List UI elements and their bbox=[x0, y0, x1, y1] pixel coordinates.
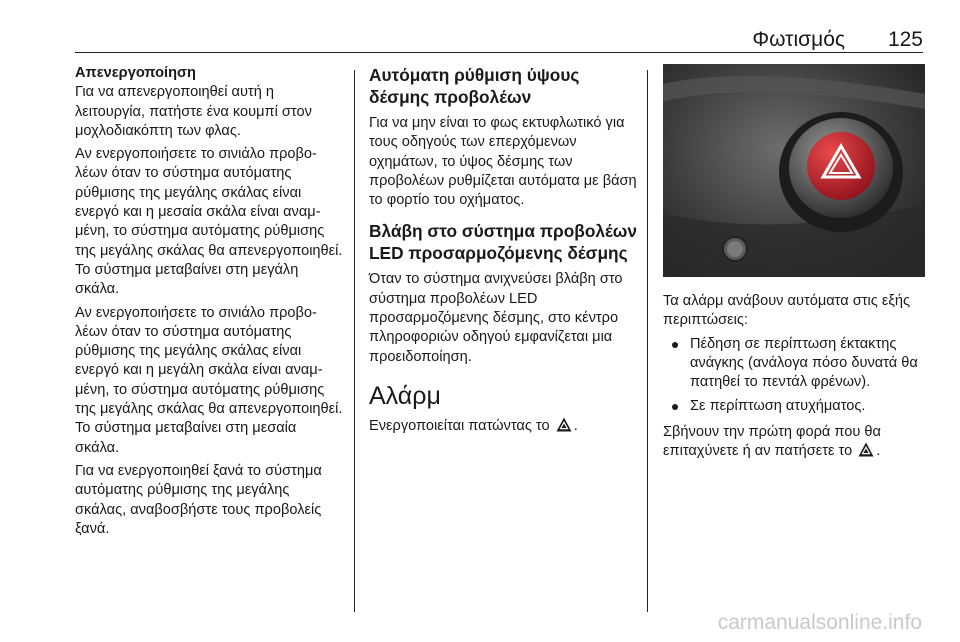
deactivation-heading: Απενεργοποίηση bbox=[75, 65, 196, 81]
paragraph: Αν ενεργοποιήσετε το σινιάλο προβολέων όταν το σύστημα αυτόματης ρύθμισης της μεγάλης σκάλας είναι ενεργό και η μεγάλη σκάλα είναι αναμμένη, το σύστημα αυτόματης ρύθμισης της μεγάλης σκάλας θα απενεργοποιηθεί. Το σύστημα μεταβαίνει στη μεσαία σκάλα. bbox=[75, 304, 343, 456]
paragraph: Για να ενεργοποιηθεί ξανά το σύστημα αυτόματης ρύθμισης της μεγάλης σκάλας, αναβοσβήστε τους προβολείς ξανά. bbox=[75, 462, 322, 537]
period: . bbox=[876, 443, 881, 460]
trigger-list bbox=[663, 335, 925, 417]
column-3 bbox=[663, 64, 925, 465]
hazard-deactivation-text: Σβήνουν την πρώτη φορά που θα επιταχύνετε ή αν πατήσετε το bbox=[663, 423, 881, 460]
paragraph: Για να μην είναι το φως εκτυφλωτικό για τους οδηγούς των επερχόμενων οχημάτων, το ύψος δέσμης των προβολέων ρυθμίζεται αυτόματα με βάση το φορτίο του οχήματος. bbox=[369, 115, 637, 209]
hazard-activation-text: Ενεργοποιείται πατώντας το bbox=[369, 417, 550, 434]
section-name: Φωτισμός bbox=[752, 28, 845, 51]
hazard-triangle-icon bbox=[858, 442, 874, 457]
watermark: carmanualsonline.info bbox=[717, 611, 922, 634]
paragraph bbox=[663, 423, 925, 462]
paragraph: Αν ενεργοποιήσετε το σινιάλο προβολέων όταν το σύστημα αυτόματης ρύθμισης της μεγάλης σκάλας είναι ενεργό και η μεσαία σκάλα είναι αναμμένη, το σύστημα αυτόματης ρύθμισης της μεγάλης σκάλας θα απενεργοποιηθεί. Το σύστημα μεταβαίνει στη μεγάλη σκάλα. bbox=[75, 146, 343, 298]
column-divider bbox=[354, 70, 355, 612]
auto-leveling-heading: Αυτόματη ρύθμιση ύψους δέσμης προβολέων bbox=[369, 65, 580, 107]
paragraph bbox=[369, 417, 637, 436]
dashboard-illustration bbox=[663, 64, 925, 277]
paragraph: Όταν το σύστημα ανιχνεύσει βλάβη στο σύστημα προβολέων LED προσαρμοζόμενης δέσμης, στο κέντρο πληροφοριών οδηγού εμφανίζεται μια προειδοποίηση. bbox=[369, 271, 623, 365]
page-number: 125 bbox=[887, 28, 923, 51]
period: . bbox=[573, 417, 578, 434]
column-divider bbox=[647, 70, 648, 612]
list-item: Σε περίπτωση ατυχήματος. bbox=[663, 397, 925, 416]
list-item: Πέδηση σε περίπτωση έκτακτης ανάγκης (ανάλογα πόσο δυνατά θα πατηθεί το πεντάλ φρένων). bbox=[663, 335, 925, 393]
hazard-switch-photo bbox=[663, 64, 925, 277]
led-fault-heading: Βλάβη στο σύστημα προβολέων LED προσαρμοζόμενης δέσμης bbox=[369, 221, 637, 264]
paragraph: Για να απενεργοποιηθεί αυτή η λειτουργία, πατήστε ένα κουμπί στον μοχλοδιακόπτη των φλας. bbox=[75, 84, 312, 139]
page-header bbox=[75, 26, 923, 54]
paragraph: Τα αλάρμ ανάβουν αυτόματα στις εξής περιπτώσεις: bbox=[663, 293, 911, 329]
column-2 bbox=[369, 64, 637, 440]
hazard-triangle-icon bbox=[556, 417, 572, 432]
hazard-section-title: Αλάρμ bbox=[369, 381, 441, 410]
header-rule bbox=[75, 52, 923, 53]
column-1 bbox=[75, 64, 343, 543]
